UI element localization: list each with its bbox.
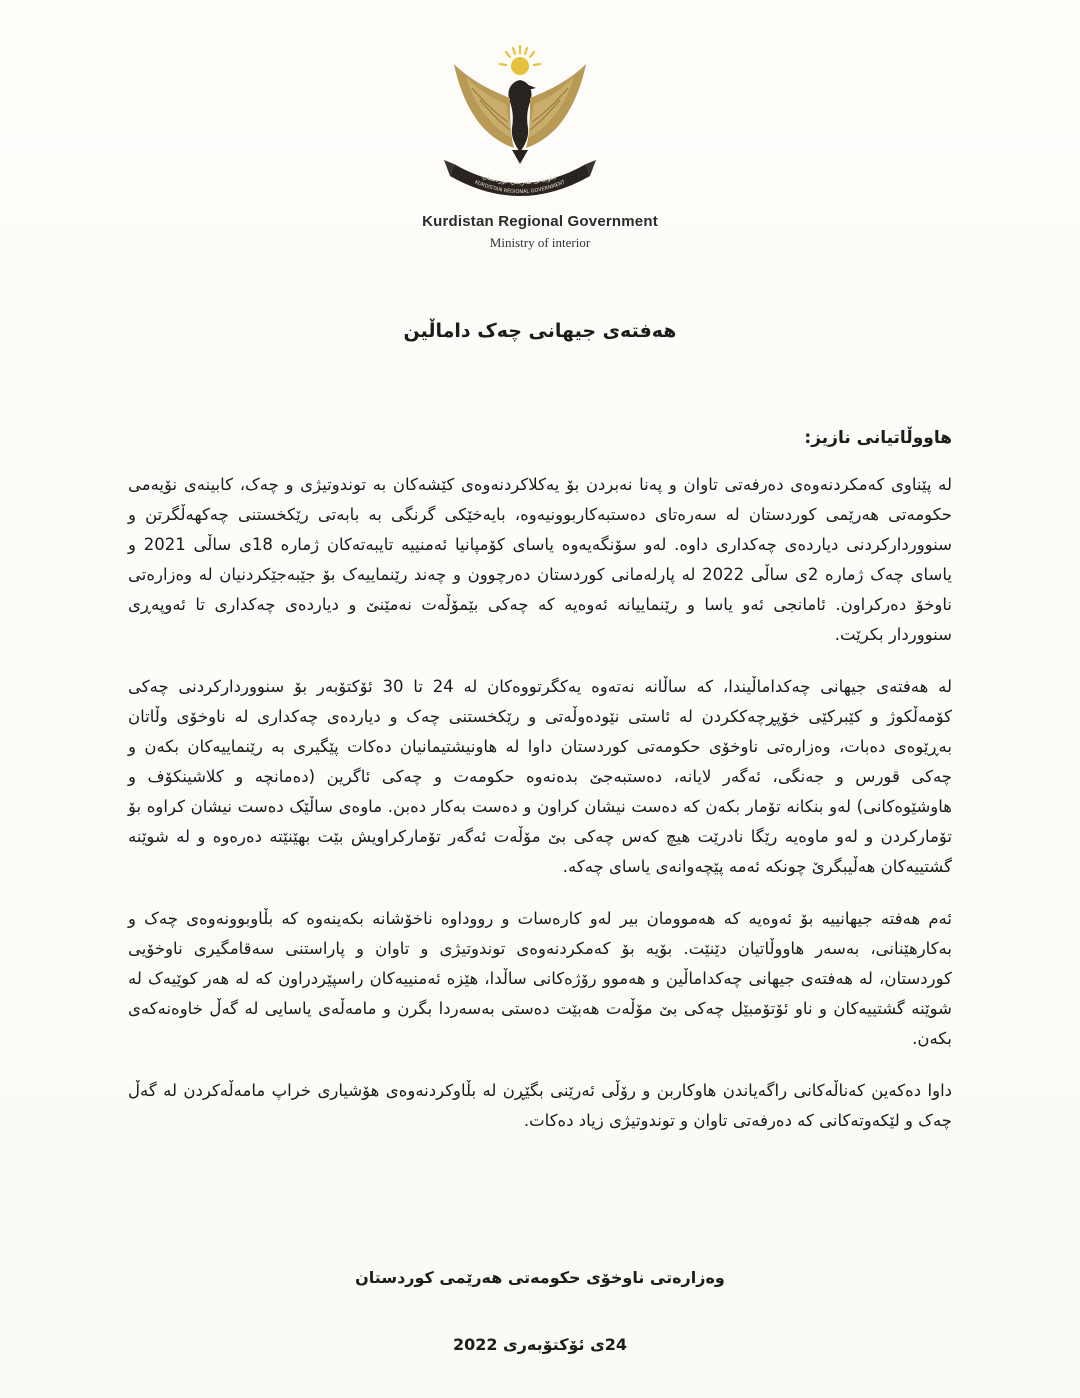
paragraph-3: ئەم هەفتە جیهانییە بۆ ئەوەیە کە هەموومان بیر لەو کارەسات و رووداوە ناخۆشانە بکەینەوە کە بڵاوبوونەوەی چەک و بەکارهێنانی، بەسەر هاووڵاتیان دێنێت. بۆیە بۆ کەمکردنەوەی توندوتیژی و تاوان و پاراستنی سەقامگیری ناوخۆیی کوردستان، لە هەفتەی جیهانی چەکداماڵین و هەموو رۆژەکانی ساڵدا، هێزە ئەمنییەکان راسپێردراون کە لە هەر کوێیەک لە شوێنە گشتییەکان و ناو ئۆتۆمبێل چەکی بێ مۆڵەت هەبێت دەستی بەسەردا بگرن و مامەڵەی یاسایی لە گەڵ خاوەنەکەی بکەن. [128, 909, 952, 1048]
krg-emblem-logo [440, 40, 600, 205]
document-title: هەفتەی جیهانی چەک داماڵین [403, 320, 677, 342]
document-date: 24ی ئۆکتۆبەری 2022 [452, 1335, 628, 1354]
paragraph-4: داوا دەکەین کەناڵەکانی راگەیاندن هاوکاربن و رۆڵی ئەرێنی بگێڕن لە بڵاوکردنەوەی هۆشیاری خراپ مامەڵەکردن لە گەڵ چەک و لێکەوتەکانی کە دەرفەتی تاوان و توندوتیژی زیاد دەکات. [128, 1081, 952, 1130]
logo-text-kurdish: حکومەتی هەرێمی کوردستان [481, 172, 559, 187]
organization-name: Kurdistan Regional Government [422, 213, 658, 230]
eagle-icon [454, 64, 586, 164]
signature-line: وەزارەتی ناوخۆی حکومەتی هەرێمی کوردستان [355, 1268, 725, 1287]
paragraph-1: لە پێناوی کەمکردنەوەی دەرفەتی تاوان و پەنا نەبردن بۆ یەکلاکردنەوەی کێشەکان بە توندوتیژی و چەک، کابینەی نۆیەمی حکومەتی هەرێمی کوردستان لە سەرەتای دەستبەکاربوونیەوە، بایەخێکی گرنگی بە بابەتی رێکخستنی چەکهەڵگرتن و سنووردارکردنی دیاردەی چەکداری داوە. لەو سۆنگەیەوە یاسای کۆمپانیا ئەمنییە تایبەتەکان ژمارە 18ی ساڵی 2021 و یاسای چەک ژمارە 2ی ساڵی 2022 لە پارلەمانی کوردستان دەرچوون و چەند رێنماییەک بۆ جێبەجێکردنیان لە وەزارەتی ناوخۆ دەرکراون. ئامانجی ئەو یاسا و رێنماییانە ئەوەیە کە چەکی بێمۆڵەت نەمێنێ و دیاردەی چەکداری تا ئەوپەڕی سنووردار بکرێت. [128, 475, 952, 644]
salutation: هاووڵاتیانی نازیز: [804, 428, 952, 448]
document-body [128, 470, 952, 1158]
sun-icon [500, 46, 540, 75]
paragraph-2: لە هەفتەی جیهانی چەکداماڵیندا، کە ساڵانە نەتەوە یەکگرتووەکان لە 24 تا 30 ئۆکتۆبەر بۆ سنووردارکردنی چەکی کۆمەڵکوژ و کێبرکێی خۆپڕچەککردن لە ئاستی نێودەوڵەتی و رێکخستنی چەک و دیاردەی چەکداری لە ناوخۆی وڵاتان بەڕێوەی دەبات، وەزارەتی ناوخۆی حکومەتی کوردستان داوا لە هاونیشتیمانیان دەکات پێگیری بە رێنماییەکان بکەن و چەکی قورس و جەنگی، ئەگەر لایانە، دەستبەجێ بدەنەوە حکومەت و چەکی ئاگرین (دەمانچە و کلاشینکۆف و هاوشێوەکانی) لەو بنکانە تۆمار بکەن کە دەست نیشان کراون و دەست بەکار دەبن. ماوەی ساڵێک دەست نیشان کراوە بۆ تۆمارکردن و لەو ماوەیە رێگا نادرێت هیچ کەس چەکی بێ مۆڵەت ئەگەر تۆمارکراویش بێت بهێنێتە دەرەوە و لە شوێنە گشتییەکان هەڵیبگرێ چونکە ئەمە پێچەوانەی یاسای چەکە. [128, 677, 952, 876]
logo-text-english: KURDISTAN REGIONAL GOVERNMENT [473, 179, 567, 196]
ribbon-banner [444, 160, 596, 196]
ministry-name: Ministry of interior [489, 235, 591, 250]
